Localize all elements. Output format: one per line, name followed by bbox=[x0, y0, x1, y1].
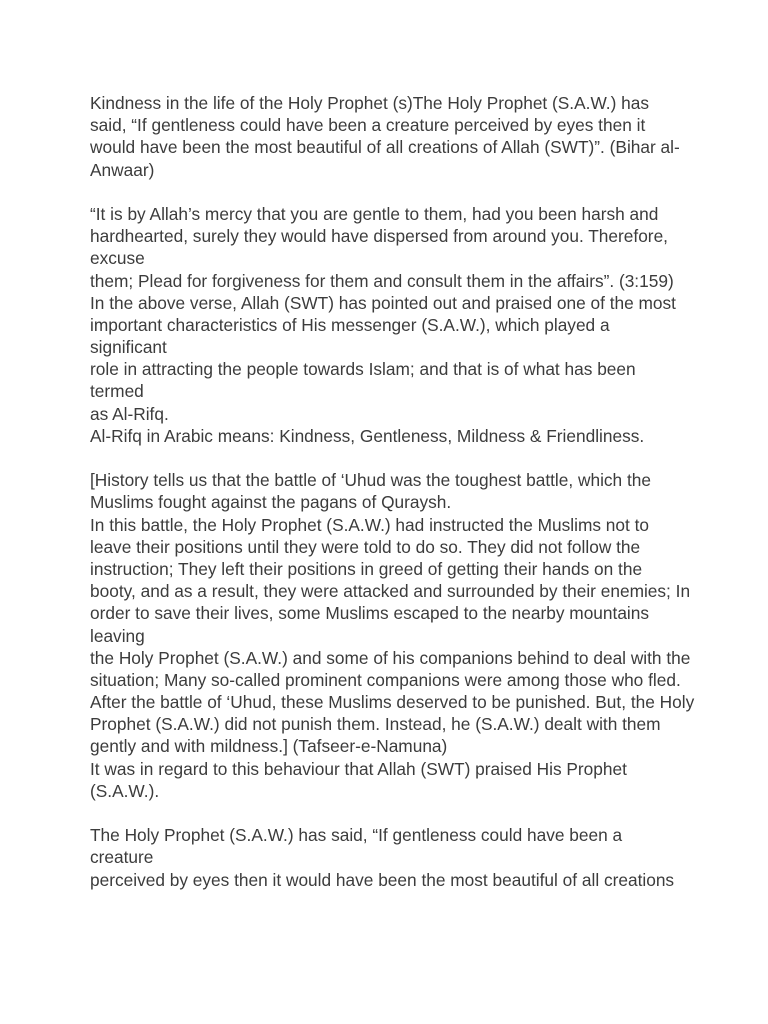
text-line: situation; Many so-called prominent companions were among those who fled. bbox=[90, 669, 681, 690]
text-line: as Al-Rifq. bbox=[90, 403, 169, 424]
text-line: perceived by eyes then it would have been the most beautiful of all creations bbox=[90, 869, 675, 890]
document-page bbox=[90, 92, 760, 891]
text-line: significant bbox=[90, 337, 167, 358]
text-line: Prophet (S.A.W.) did not punish them. Instead, he (S.A.W.) dealt with them bbox=[90, 714, 661, 735]
text-line: In this battle, the Holy Prophet (S.A.W.) had instructed the Muslims not to bbox=[90, 514, 650, 535]
text-line: Kindness in the life of the Holy Prophet (s)The Holy Prophet (S.A.W.) has bbox=[90, 93, 650, 113]
text-line: The Holy Prophet (S.A.W.) has said, “If gentleness could have been a bbox=[90, 825, 623, 846]
text-line: order to save their lives, some Muslims escaped to the nearby mountains bbox=[90, 603, 650, 624]
paragraph-gap bbox=[90, 447, 760, 469]
text-line: Al-Rifq in Arabic means: Kindness, Gentleness, Mildness & Friendliness. bbox=[90, 425, 645, 446]
text-line: [History tells us that the battle of ‘Uhud was the toughest battle, which the bbox=[90, 470, 651, 491]
paragraph bbox=[90, 92, 760, 181]
text-line: It was in regard to this behaviour that Allah (SWT) praised His Prophet bbox=[90, 758, 627, 779]
text-line: booty, and as a result, they were attacked and surrounded by their enemies; In bbox=[90, 581, 691, 602]
text-line: said, “If gentleness could have been a creature perceived by eyes then it bbox=[90, 115, 646, 136]
text-line: creature bbox=[90, 847, 154, 868]
text-line: the Holy Prophet (S.A.W.) and some of his companions behind to deal with the bbox=[90, 647, 691, 668]
text-line: (S.A.W.). bbox=[90, 780, 160, 801]
text-line: leaving bbox=[90, 625, 145, 646]
paragraph bbox=[90, 824, 760, 891]
paragraph bbox=[90, 469, 760, 802]
text-line: gently and with mildness.] (Tafseer-e-Namuna) bbox=[90, 736, 448, 757]
paragraph-gap bbox=[90, 802, 760, 824]
text-line: them; Plead for forgiveness for them and consult them in the affairs”. (3:159) bbox=[90, 270, 674, 291]
text-line: In the above verse, Allah (SWT) has pointed out and praised one of the most bbox=[90, 292, 676, 313]
text-line: After the battle of ‘Uhud, these Muslims deserved to be punished. But, the Holy bbox=[90, 692, 695, 713]
text-line: “It is by Allah’s mercy that you are gentle to them, had you been harsh and bbox=[90, 203, 659, 224]
text-line: would have been the most beautiful of all creations of Allah (SWT)”. (Bihar al- bbox=[90, 137, 680, 158]
paragraph-gap bbox=[90, 181, 760, 203]
text-line: important characteristics of His messenger (S.A.W.), which played a bbox=[90, 314, 610, 335]
text-line: leave their positions until they were told to do so. They did not follow the bbox=[90, 536, 641, 557]
text-line: instruction; They left their positions in greed of getting their hands on the bbox=[90, 558, 643, 579]
text-line: Anwaar) bbox=[90, 159, 155, 180]
text-line: hardhearted, surely they would have dispersed from around you. Therefore, bbox=[90, 226, 668, 247]
paragraph bbox=[90, 203, 760, 447]
text-line: role in attracting the people towards Islam; and that is of what has been bbox=[90, 359, 636, 380]
text-line: termed bbox=[90, 381, 144, 402]
document-body bbox=[90, 92, 760, 891]
text-line: excuse bbox=[90, 248, 145, 269]
text-line: Muslims fought against the pagans of Quraysh. bbox=[90, 492, 452, 513]
